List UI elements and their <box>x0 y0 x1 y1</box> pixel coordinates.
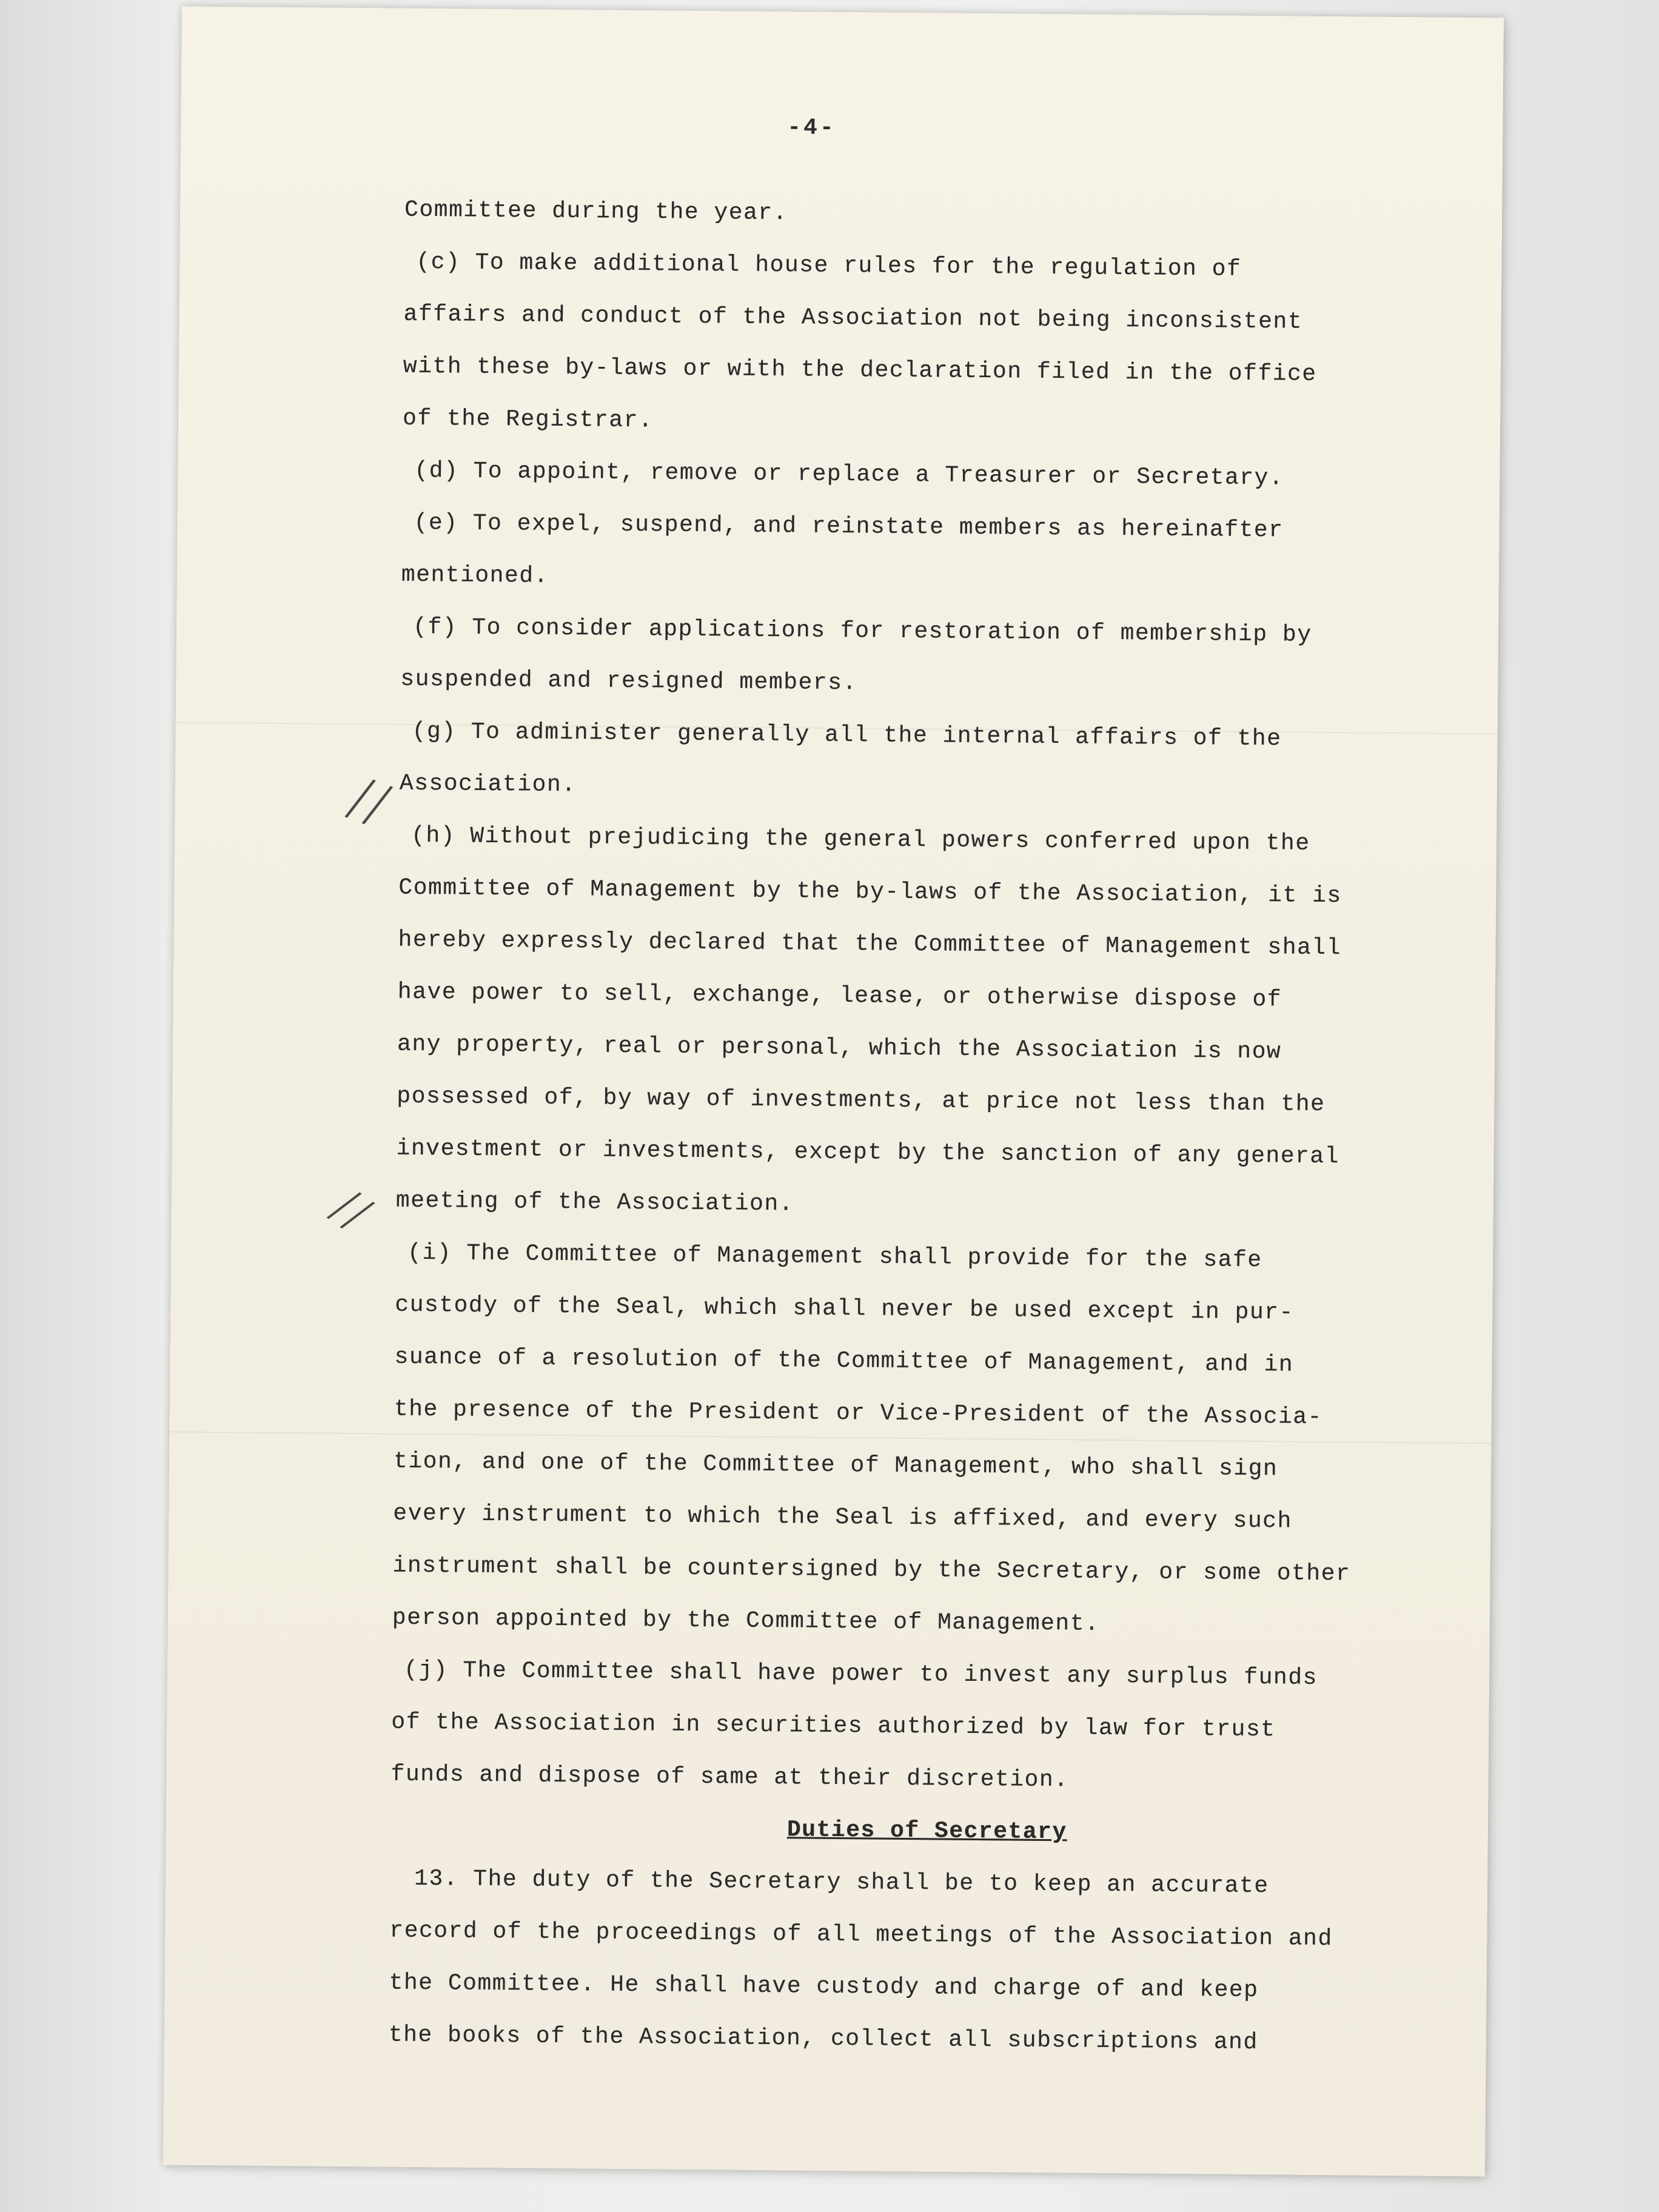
text-line: with these by-laws or with the declaration filed in the office <box>403 353 1317 387</box>
text-line: record of the proceedings of all meetings of the Association and <box>389 1917 1333 1952</box>
text-line: (e) To expel, suspend, and reinstate members as hereinafter <box>414 509 1284 544</box>
text-line: investment or investments, except by the sanction of any general <box>396 1135 1340 1170</box>
text-line: (c) To make additional house rules for the regulation of <box>416 249 1242 283</box>
text-line: Committee during the year. <box>404 196 788 227</box>
text-line: of the Association in securities authorized by law for trust <box>391 1709 1276 1743</box>
text-line: (d) To appoint, remove or replace a Treasurer or Secretary. <box>414 457 1284 492</box>
text-line: the presence of the President or Vice-President of the Associa- <box>394 1396 1323 1430</box>
text-line: instrument shall be countersigned by the Secretary, or some other <box>392 1552 1351 1587</box>
text-line: (g) To administer generally all the internal affairs of the <box>412 718 1282 752</box>
section-heading: Duties of Secretary <box>786 1817 1067 1846</box>
text-line: any property, real or personal, which the Association is now <box>397 1031 1282 1065</box>
text-line: custody of the Seal, which shall never be used except in pur- <box>395 1292 1295 1326</box>
document-page <box>163 6 1504 2176</box>
text-line: Committee of Management by the by-laws of the Association, it is <box>398 874 1342 910</box>
text-line: suance of a resolution of the Committee of Management, and in <box>394 1344 1294 1378</box>
text-line: suspended and resigned members. <box>400 666 857 697</box>
text-line: meeting of the Association. <box>395 1187 794 1218</box>
text-line: have power to sell, exchange, lease, or otherwise dispose of <box>397 979 1282 1013</box>
text-line: possessed of, by way of investments, at price not less than the <box>397 1083 1326 1118</box>
text-line: Association. <box>399 770 577 799</box>
text-line: mentioned. <box>401 561 549 589</box>
text-line: (f) To consider applications for restoration of membership by <box>412 614 1312 648</box>
text-line: affairs and conduct of the Association not being inconsistent <box>403 301 1303 335</box>
text-line: (j) The Committee shall have power to invest any surplus funds <box>403 1657 1318 1691</box>
text-line: the Committee. He shall have custody and charge of and keep <box>389 1969 1259 2004</box>
margin-tick-mark-icon: // <box>341 764 398 837</box>
text-line: of the Registrar. <box>402 405 654 434</box>
margin-tick-mark-icon: // <box>321 1176 381 1242</box>
text-line: every instrument to which the Seal is affixed, and every such <box>393 1500 1293 1535</box>
page-number: -4- <box>787 115 836 141</box>
text-line: hereby expressly declared that the Committee of Management shall <box>398 927 1342 962</box>
text-line: 13. The duty of the Secretary shall be to keep an accurate <box>414 1865 1269 1900</box>
text-line: (i) The Committee of Management shall provide for the safe <box>407 1239 1262 1274</box>
text-line: the books of the Association, collect all subscriptions and <box>388 2022 1258 2056</box>
text-line: (h) Without prejudicing the general powers conferred upon the <box>411 822 1310 857</box>
text-line: person appointed by the Committee of Management. <box>392 1604 1100 1637</box>
document-body <box>388 184 1453 2071</box>
text-line: tion, and one of the Committee of Management, who shall sign <box>393 1448 1278 1483</box>
text-line: funds and dispose of same at their discretion. <box>390 1761 1069 1794</box>
